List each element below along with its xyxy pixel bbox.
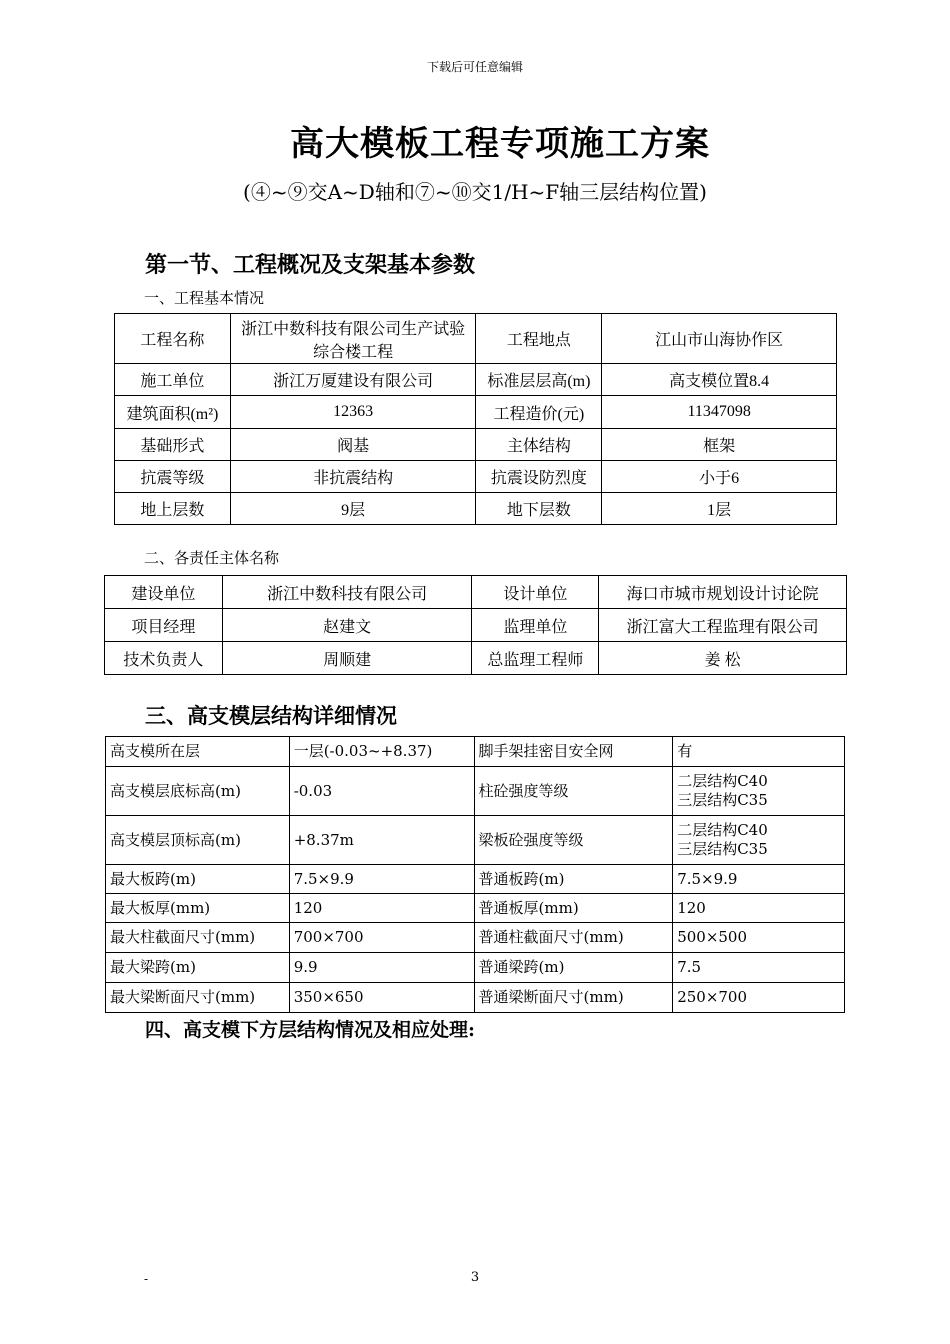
table-cell: 柱砼强度等级: [474, 767, 673, 816]
table-cell: 1层: [602, 493, 837, 525]
table-cell: 监理单位: [472, 609, 599, 642]
table-cell: 500×500: [673, 923, 845, 953]
formwork-structure-table: [105, 736, 845, 1013]
header-note: 下载后可任意编辑: [426, 60, 523, 74]
section1-sub2: 二、各责任主体名称: [144, 549, 280, 567]
table-cell: 技术负责人: [105, 642, 223, 675]
table-cell: 7.5×9.9: [289, 865, 474, 894]
section1-sub1: 一、工程基本情况: [144, 289, 265, 307]
table-cell: 浙江中数科技有限公司生产试验综合楼工程: [230, 314, 476, 364]
table-cell: 250×700: [673, 983, 845, 1013]
table-row: [115, 493, 837, 525]
table-cell: 抗震设防烈度: [476, 461, 602, 493]
table-cell: 普通柱截面尺寸(mm): [474, 923, 673, 953]
table-cell: 工程地点: [476, 314, 602, 364]
table-cell: 基础形式: [115, 429, 231, 461]
table-row: [105, 642, 847, 675]
table-row: [106, 816, 845, 865]
table-row: [106, 983, 845, 1013]
table-row: [106, 865, 845, 894]
table-row: [115, 429, 837, 461]
table-cell: 赵建文: [222, 609, 472, 642]
table-cell: 小于6: [602, 461, 837, 493]
table-row: [115, 396, 837, 429]
table-cell: 海口市城市规划设计讨论院: [599, 576, 847, 609]
table-cell: 有: [673, 737, 845, 767]
table-cell: -0.03: [289, 767, 474, 816]
table-cell: 项目经理: [105, 609, 223, 642]
table-row: [115, 461, 837, 493]
table-row: [115, 364, 837, 396]
table-row: [106, 767, 845, 816]
table-cell: +8.37m: [289, 816, 474, 865]
table-cell: 浙江中数科技有限公司: [222, 576, 472, 609]
table-cell: 700×700: [289, 923, 474, 953]
table-cell: 工程造价(元): [476, 396, 602, 429]
table-cell: 120: [289, 894, 474, 923]
table-cell: 施工单位: [115, 364, 231, 396]
table-cell: 抗震等级: [115, 461, 231, 493]
table-cell: 江山市山海协作区: [602, 314, 837, 364]
table-cell: 地上层数: [115, 493, 231, 525]
table-cell: 高支模位置8.4: [602, 364, 837, 396]
table-cell: 设计单位: [472, 576, 599, 609]
table-cell: 最大板厚(mm): [106, 894, 290, 923]
table-cell: 7.5×9.9: [673, 865, 845, 894]
page-number: 3: [470, 1270, 480, 1285]
table-cell: 标准层层高(m): [476, 364, 602, 396]
table-cell: 12363: [230, 396, 476, 429]
table-cell: 350×650: [289, 983, 474, 1013]
table-cell: 最大柱截面尺寸(mm): [106, 923, 290, 953]
table-cell: 浙江万厦建设有限公司: [230, 364, 476, 396]
table-row: [105, 609, 847, 642]
table-cell: 周顺建: [222, 642, 472, 675]
section1-heading: 第一节、工程概况及支架基本参数: [145, 252, 476, 278]
table-cell: 建设单位: [105, 576, 223, 609]
table-cell: 普通梁跨(m): [474, 953, 673, 983]
section4-heading: 四、高支模下方层结构情况及相应处理:: [145, 1019, 476, 1041]
table-cell: 主体结构: [476, 429, 602, 461]
table-cell: 9层: [230, 493, 476, 525]
table-cell: 二层结构C40 三层结构C35: [673, 767, 845, 816]
table-cell: 120: [673, 894, 845, 923]
table-cell: 普通板厚(mm): [474, 894, 673, 923]
table-cell: 高支模层底标高(m): [106, 767, 290, 816]
table-cell: 脚手架挂密目安全网: [474, 737, 673, 767]
table-cell: 普通梁断面尺寸(mm): [474, 983, 673, 1013]
table-cell: 高支模所在层: [106, 737, 290, 767]
table-row: [106, 894, 845, 923]
table-row: [106, 737, 845, 767]
responsible-parties-table: [104, 575, 847, 675]
table-cell: 一层(-0.03~+8.37): [289, 737, 474, 767]
table-cell: 高支模层顶标高(m): [106, 816, 290, 865]
table-row: [106, 953, 845, 983]
table-cell: 11347098: [602, 396, 837, 429]
table-cell: 框架: [602, 429, 837, 461]
project-info-table: [114, 313, 837, 525]
table-cell: 总监理工程师: [472, 642, 599, 675]
table-cell: 9.9: [289, 953, 474, 983]
table-row: [115, 314, 837, 364]
table-cell: 阀基: [230, 429, 476, 461]
table-cell: 普通板跨(m): [474, 865, 673, 894]
document-title: 高大模板工程专项施工方案: [290, 124, 710, 164]
document-subtitle: (④~⑨交A~D轴和⑦~⑩交1/H~F轴三层结构位置): [243, 180, 707, 204]
table-cell: 梁板砼强度等级: [474, 816, 673, 865]
table-cell: 地下层数: [476, 493, 602, 525]
table-cell: 非抗震结构: [230, 461, 476, 493]
table-row: [105, 576, 847, 609]
table-cell: 工程名称: [115, 314, 231, 364]
section3-heading: 三、高支模层结构详细情况: [145, 703, 397, 728]
table-cell: 建筑面积(m²): [115, 396, 231, 429]
table-cell: 最大梁断面尺寸(mm): [106, 983, 290, 1013]
table-cell: 最大梁跨(m): [106, 953, 290, 983]
table-cell: 姜 松: [599, 642, 847, 675]
table-row: [106, 923, 845, 953]
table-cell: 二层结构C40 三层结构C35: [673, 816, 845, 865]
table-cell: 浙江富大工程监理有限公司: [599, 609, 847, 642]
table-cell: 最大板跨(m): [106, 865, 290, 894]
footer-dash: -: [144, 1272, 149, 1286]
table-cell: 7.5: [673, 953, 845, 983]
